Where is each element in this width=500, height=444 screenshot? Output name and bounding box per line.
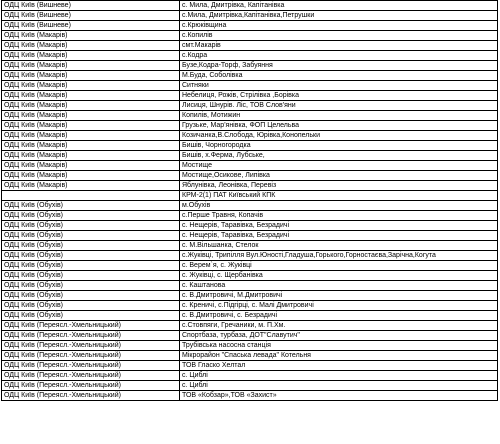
settlement-list-cell: с. Креничі, с.Підгірці, с. Малі Дмитровичі bbox=[180, 301, 498, 311]
table-row bbox=[2, 361, 498, 371]
table-row bbox=[2, 21, 498, 31]
dispatch-center-cell: ОДЦ Київ (Вишневе) bbox=[2, 1, 180, 11]
table-row bbox=[2, 221, 498, 231]
table-row bbox=[2, 51, 498, 61]
table-row bbox=[2, 11, 498, 21]
settlement-list-cell: с. Верем`я, с. Жуківці bbox=[180, 261, 498, 271]
dispatch-center-cell: ОДЦ Київ (Обухів) bbox=[2, 311, 180, 321]
dispatch-center-cell: ОДЦ Київ (Макарів) bbox=[2, 181, 180, 191]
table-row bbox=[2, 351, 498, 361]
settlement-list-cell: Мостище bbox=[180, 161, 498, 171]
dispatch-center-cell: ОДЦ Київ (Обухів) bbox=[2, 201, 180, 211]
settlement-list-cell: с. Циблі bbox=[180, 371, 498, 381]
dispatch-center-cell: ОДЦ Київ (Макарів) bbox=[2, 101, 180, 111]
settlement-list-cell: с. Нещерів, Таравівка, Безрадичі bbox=[180, 231, 498, 241]
settlement-list-cell: Ситняки bbox=[180, 81, 498, 91]
settlement-list-cell: с.Стовпяги, Гречаники, м. П.Хм. bbox=[180, 321, 498, 331]
settlement-list-cell: с. Нещерів, Таравівка, Безрадичі bbox=[180, 221, 498, 231]
settlement-list-cell: с. Каштанова bbox=[180, 281, 498, 291]
dispatch-center-cell: ОДЦ Київ (Макарів) bbox=[2, 51, 180, 61]
dispatch-center-cell: ОДЦ Київ (Вишневе) bbox=[2, 11, 180, 21]
dispatch-center-cell: ОДЦ Київ (Макарів) bbox=[2, 141, 180, 151]
settlement-list-cell: Спортбаза, турбаза, ДОТ"Славутич" bbox=[180, 331, 498, 341]
dispatch-center-cell: ОДЦ Київ (Макарів) bbox=[2, 91, 180, 101]
settlement-list-cell: Мікрорайон "Спаська левада" Котельня bbox=[180, 351, 498, 361]
dispatch-center-cell: ОДЦ Київ (Переясл.-Хмельницький) bbox=[2, 341, 180, 351]
table-row bbox=[2, 171, 498, 181]
table-row bbox=[2, 241, 498, 251]
table-row bbox=[2, 31, 498, 41]
table-row bbox=[2, 231, 498, 241]
settlement-list-cell: с. В.Дмитровичі, с. Безрадичі bbox=[180, 311, 498, 321]
settlement-list-cell: смт.Макарів bbox=[180, 41, 498, 51]
dispatch-center-cell: ОДЦ Київ (Обухів) bbox=[2, 291, 180, 301]
settlement-list-cell: с.Копилів bbox=[180, 31, 498, 41]
table-row bbox=[2, 181, 498, 191]
settlement-list-cell: Трубівська насосна станція bbox=[180, 341, 498, 351]
settlement-list-cell: с. В.Дмитровичі, М.Дмитровичі bbox=[180, 291, 498, 301]
settlement-list-cell: Грузьке, Мар'янівка, ФОП Целельва bbox=[180, 121, 498, 131]
settlement-list-cell: Бузе,Кодра-Торф, Забуяння bbox=[180, 61, 498, 71]
table-row bbox=[2, 201, 498, 211]
table-row bbox=[2, 291, 498, 301]
dispatch-center-cell: ОДЦ Київ (Макарів) bbox=[2, 81, 180, 91]
table-row bbox=[2, 191, 498, 201]
table-row bbox=[2, 111, 498, 121]
dispatch-center-cell: ОДЦ Київ (Обухів) bbox=[2, 241, 180, 251]
settlement-list-cell: Козичанка,В.Слобода, Юрівка,Конопельки bbox=[180, 131, 498, 141]
table-row bbox=[2, 141, 498, 151]
dispatch-center-cell: ОДЦ Київ (Макарів) bbox=[2, 111, 180, 121]
settlement-list-cell: с. Жуківці, с. Щербанівка bbox=[180, 271, 498, 281]
settlement-list-cell: с.Жуківці, Трипілля Вул.Юності,Гладуша,Горького,Горностаєва,Зарічна,Когута bbox=[180, 251, 498, 261]
dispatch-center-cell: ОДЦ Київ (Переясл.-Хмельницький) bbox=[2, 371, 180, 381]
dispatch-center-cell: ОДЦ Київ (Обухів) bbox=[2, 301, 180, 311]
dispatch-center-cell: ОДЦ Київ (Обухів) bbox=[2, 221, 180, 231]
table-row bbox=[2, 41, 498, 51]
table-row bbox=[2, 151, 498, 161]
table-row bbox=[2, 261, 498, 271]
dispatch-center-cell: ОДЦ Київ (Обухів) bbox=[2, 211, 180, 221]
settlement-list-cell: с. Мила, Дмитрівка, Капітанівка bbox=[180, 1, 498, 11]
dispatch-center-cell: ОДЦ Київ (Макарів) bbox=[2, 161, 180, 171]
settlement-list-cell: Копилів, Мотижин bbox=[180, 111, 498, 121]
dispatch-center-cell: ОДЦ Київ (Макарів) bbox=[2, 41, 180, 51]
settlement-list-cell: с.Перше Травня, Копачів bbox=[180, 211, 498, 221]
dispatch-center-cell: ОДЦ Київ (Переясл.-Хмельницький) bbox=[2, 381, 180, 391]
table-row bbox=[2, 211, 498, 221]
dispatch-center-cell: ОДЦ Київ (Переясл.-Хмельницький) bbox=[2, 351, 180, 361]
dispatch-center-cell: ОДЦ Київ (Макарів) bbox=[2, 61, 180, 71]
dispatch-center-cell: ОДЦ Київ (Обухів) bbox=[2, 271, 180, 281]
dispatch-center-cell: ОДЦ Київ (Макарів) bbox=[2, 121, 180, 131]
settlement-list-cell: Мостище,Осикове, Липівка bbox=[180, 171, 498, 181]
table-row bbox=[2, 391, 498, 401]
table-row bbox=[2, 281, 498, 291]
dispatch-center-cell: ОДЦ Київ (Обухів) bbox=[2, 231, 180, 241]
dispatch-center-cell: ОДЦ Київ (Переясл.-Хмельницький) bbox=[2, 391, 180, 401]
table-row bbox=[2, 1, 498, 11]
settlement-list-cell: М.Буда, Соболівка bbox=[180, 71, 498, 81]
dispatch-center-cell: ОДЦ Київ (Макарів) bbox=[2, 151, 180, 161]
table-row bbox=[2, 161, 498, 171]
settlement-list-cell: Бишів, Чорногородка bbox=[180, 141, 498, 151]
table-row bbox=[2, 381, 498, 391]
settlement-list-cell: ТОВ «Кобзар»,ТОВ «Захист» bbox=[180, 391, 498, 401]
outage-table bbox=[1, 0, 498, 401]
settlement-list-cell: с.Крюківщина bbox=[180, 21, 498, 31]
settlement-list-cell: с. М.Вільшанка, Стелок bbox=[180, 241, 498, 251]
settlement-list-cell: Яблунівка, Леонівка, Перевіз bbox=[180, 181, 498, 191]
dispatch-center-cell: ОДЦ Київ (Макарів) bbox=[2, 31, 180, 41]
table-row bbox=[2, 341, 498, 351]
settlement-list-cell: ТОВ Гласко Хелтал bbox=[180, 361, 498, 371]
settlement-list-cell: с.Мила, Дмитрівка,Капітанівка,Петрушки bbox=[180, 11, 498, 21]
table-row bbox=[2, 311, 498, 321]
table-row bbox=[2, 321, 498, 331]
dispatch-center-cell: ОДЦ Київ (Макарів) bbox=[2, 171, 180, 181]
dispatch-center-cell: ОДЦ Київ (Переясл.-Хмельницький) bbox=[2, 331, 180, 341]
dispatch-center-cell: ОДЦ Київ (Переясл.-Хмельницький) bbox=[2, 321, 180, 331]
dispatch-center-cell bbox=[2, 191, 180, 201]
table-row bbox=[2, 61, 498, 71]
dispatch-center-cell: ОДЦ Київ (Обухів) bbox=[2, 251, 180, 261]
table-row bbox=[2, 331, 498, 341]
table-row bbox=[2, 101, 498, 111]
settlement-list-cell: Бишів, х.Ферма, Лубське, bbox=[180, 151, 498, 161]
table-row bbox=[2, 251, 498, 261]
table-row bbox=[2, 301, 498, 311]
settlement-list-cell: с.Кодра bbox=[180, 51, 498, 61]
table-row bbox=[2, 131, 498, 141]
dispatch-center-cell: ОДЦ Київ (Макарів) bbox=[2, 131, 180, 141]
table-row bbox=[2, 81, 498, 91]
settlement-list-cell: КРМ-2(1) ПАТ Київський КПК bbox=[180, 191, 498, 201]
dispatch-center-cell: ОДЦ Київ (Вишневе) bbox=[2, 21, 180, 31]
dispatch-center-cell: ОДЦ Київ (Переясл.-Хмельницький) bbox=[2, 361, 180, 371]
settlement-list-cell: с. Циблі bbox=[180, 381, 498, 391]
dispatch-center-cell: ОДЦ Київ (Макарів) bbox=[2, 71, 180, 81]
table-row bbox=[2, 271, 498, 281]
settlement-list-cell: Небелиця, Рожів, Стрілівка ,Борівка bbox=[180, 91, 498, 101]
settlement-list-cell: м.Обухів bbox=[180, 201, 498, 211]
table-row bbox=[2, 71, 498, 81]
dispatch-center-cell: ОДЦ Київ (Обухів) bbox=[2, 261, 180, 271]
dispatch-center-cell: ОДЦ Київ (Обухів) bbox=[2, 281, 180, 291]
table-row bbox=[2, 121, 498, 131]
table-row bbox=[2, 371, 498, 381]
outage-table-body bbox=[2, 1, 498, 401]
settlement-list-cell: Лисиця, Шнурів. Ліс, ТОВ Слов'яни bbox=[180, 101, 498, 111]
table-row bbox=[2, 91, 498, 101]
